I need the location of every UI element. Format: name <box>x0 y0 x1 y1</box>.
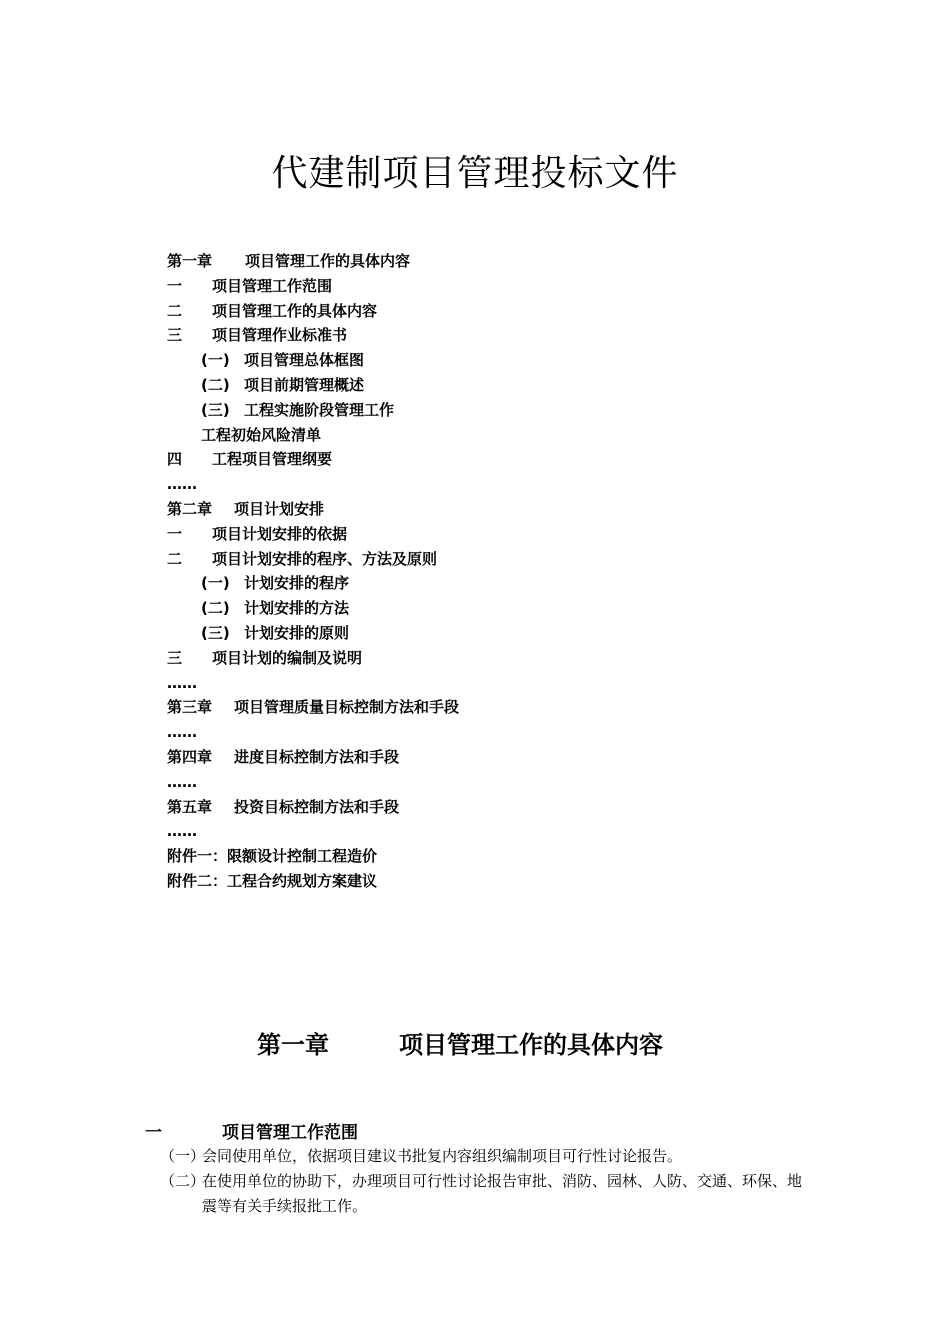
toc-entry-number: (三) <box>201 623 230 642</box>
toc-entry-text: 项目管理工作范围 <box>212 276 333 295</box>
section-title: 项目管理工作范围 <box>222 1123 358 1143</box>
toc-entry <box>167 497 767 522</box>
toc-entry-text: …… <box>167 772 197 791</box>
paragraph-number: （二） <box>160 1172 206 1190</box>
toc-entry-text: 附件一：限额设计控制工程造价 <box>167 847 378 866</box>
toc-entry-text: 项目前期管理概述 <box>244 375 365 394</box>
toc-entry-number: 一 <box>167 524 183 543</box>
paragraph-item <box>160 1169 810 1219</box>
chapter-number: 第一章 <box>257 1031 329 1059</box>
toc-entry-number: 第四章 <box>167 747 213 766</box>
paragraph-text: 在使用单位的协助下，办理项目可行性讨论报告审批、消防、园林、人防、交通、环保、地震等有关手续报批工作。 <box>202 1172 803 1215</box>
toc-entry-text: 计划安排的原则 <box>244 623 350 642</box>
toc-entry-number: (一) <box>201 574 230 593</box>
toc-entry-number: (一) <box>201 351 230 370</box>
toc-entry <box>167 745 767 770</box>
toc-entry-text: 附件二：工程合约规划方案建议 <box>167 871 378 890</box>
paragraph-number: （一） <box>160 1147 206 1165</box>
toc-entry <box>167 249 767 274</box>
toc-entry-text: 投资目标控制方法和手段 <box>234 797 400 816</box>
toc-entry-text: …… <box>167 475 197 494</box>
toc-entry-text: 工程实施阶段管理工作 <box>244 400 395 419</box>
toc-entry-text: 工程项目管理纲要 <box>212 450 333 469</box>
toc-entry-text: 项目计划安排的依据 <box>212 524 348 543</box>
toc-entry-number: 三 <box>167 648 183 667</box>
paragraph-text: 会同使用单位，依据项目建议书批复内容组织编制项目可行性讨论报告。 <box>202 1147 683 1165</box>
toc-entry-text: …… <box>167 673 197 692</box>
section-number: 一 <box>145 1123 162 1143</box>
toc-entry <box>167 373 767 398</box>
toc-entry <box>167 472 767 497</box>
document-title: 代建制项目管理投标文件 <box>271 153 679 194</box>
toc-entry-text: 计划安排的程序 <box>244 574 350 593</box>
toc-entry-text: 项目管理工作的具体内容 <box>212 301 378 320</box>
toc-entry <box>167 323 767 348</box>
toc-entry <box>167 348 767 373</box>
toc-entry <box>167 299 767 324</box>
toc-entry <box>167 547 767 572</box>
toc-entry <box>167 844 767 869</box>
toc-entry <box>167 869 767 894</box>
toc-entry-text: 项目管理质量目标控制方法和手段 <box>234 698 460 717</box>
toc-entry <box>167 646 767 671</box>
toc-entry-number: 三 <box>167 326 183 345</box>
toc-entry-text: 进度目标控制方法和手段 <box>234 747 400 766</box>
chapter-title: 项目管理工作的具体内容 <box>399 1031 663 1059</box>
toc-entry <box>167 423 767 448</box>
toc-entry-number: (二) <box>201 599 230 618</box>
toc-entry-number: 一 <box>167 276 183 295</box>
toc-entry-number: 二 <box>167 549 183 568</box>
toc-entry-text: 计划安排的方法 <box>244 599 350 618</box>
toc-entry-text: 项目管理总体框图 <box>244 351 365 370</box>
toc-entry-number: 第一章 <box>167 252 213 270</box>
table-of-contents <box>167 249 767 894</box>
toc-entry <box>167 447 767 472</box>
toc-entry <box>167 819 767 844</box>
toc-entry <box>167 671 767 696</box>
toc-entry-number: 第五章 <box>167 797 213 816</box>
section-heading <box>145 1120 358 1146</box>
toc-entry <box>167 795 767 820</box>
paragraph-item <box>160 1144 810 1169</box>
toc-entry-number: 二 <box>167 301 183 320</box>
toc-entry-number: 第三章 <box>167 698 213 717</box>
toc-entry <box>167 398 767 423</box>
toc-entry <box>167 770 767 795</box>
toc-entry <box>167 720 767 745</box>
chapter-heading <box>257 1027 663 1063</box>
toc-entry-text: 项目计划安排 <box>234 499 325 518</box>
toc-entry <box>167 522 767 547</box>
toc-entry <box>167 596 767 621</box>
toc-entry-number: 第二章 <box>167 499 213 518</box>
toc-entry-text: 项目计划安排的程序、方法及原则 <box>212 549 438 568</box>
toc-entry-number: (三) <box>201 400 230 419</box>
toc-entry <box>167 695 767 720</box>
toc-entry-text: 项目管理工作的具体内容 <box>245 252 411 270</box>
toc-entry-number: (二) <box>201 375 230 394</box>
toc-entry <box>167 621 767 646</box>
toc-entry-text: 工程初始风险清单 <box>201 425 322 444</box>
toc-entry <box>167 274 767 299</box>
toc-entry-number: 四 <box>167 450 183 469</box>
toc-entry-text: 项目计划的编制及说明 <box>212 648 363 667</box>
toc-entry-text: …… <box>167 822 197 841</box>
toc-entry-text: 项目管理作业标准书 <box>212 326 348 345</box>
toc-entry <box>167 571 767 596</box>
toc-entry-text: …… <box>167 723 197 742</box>
